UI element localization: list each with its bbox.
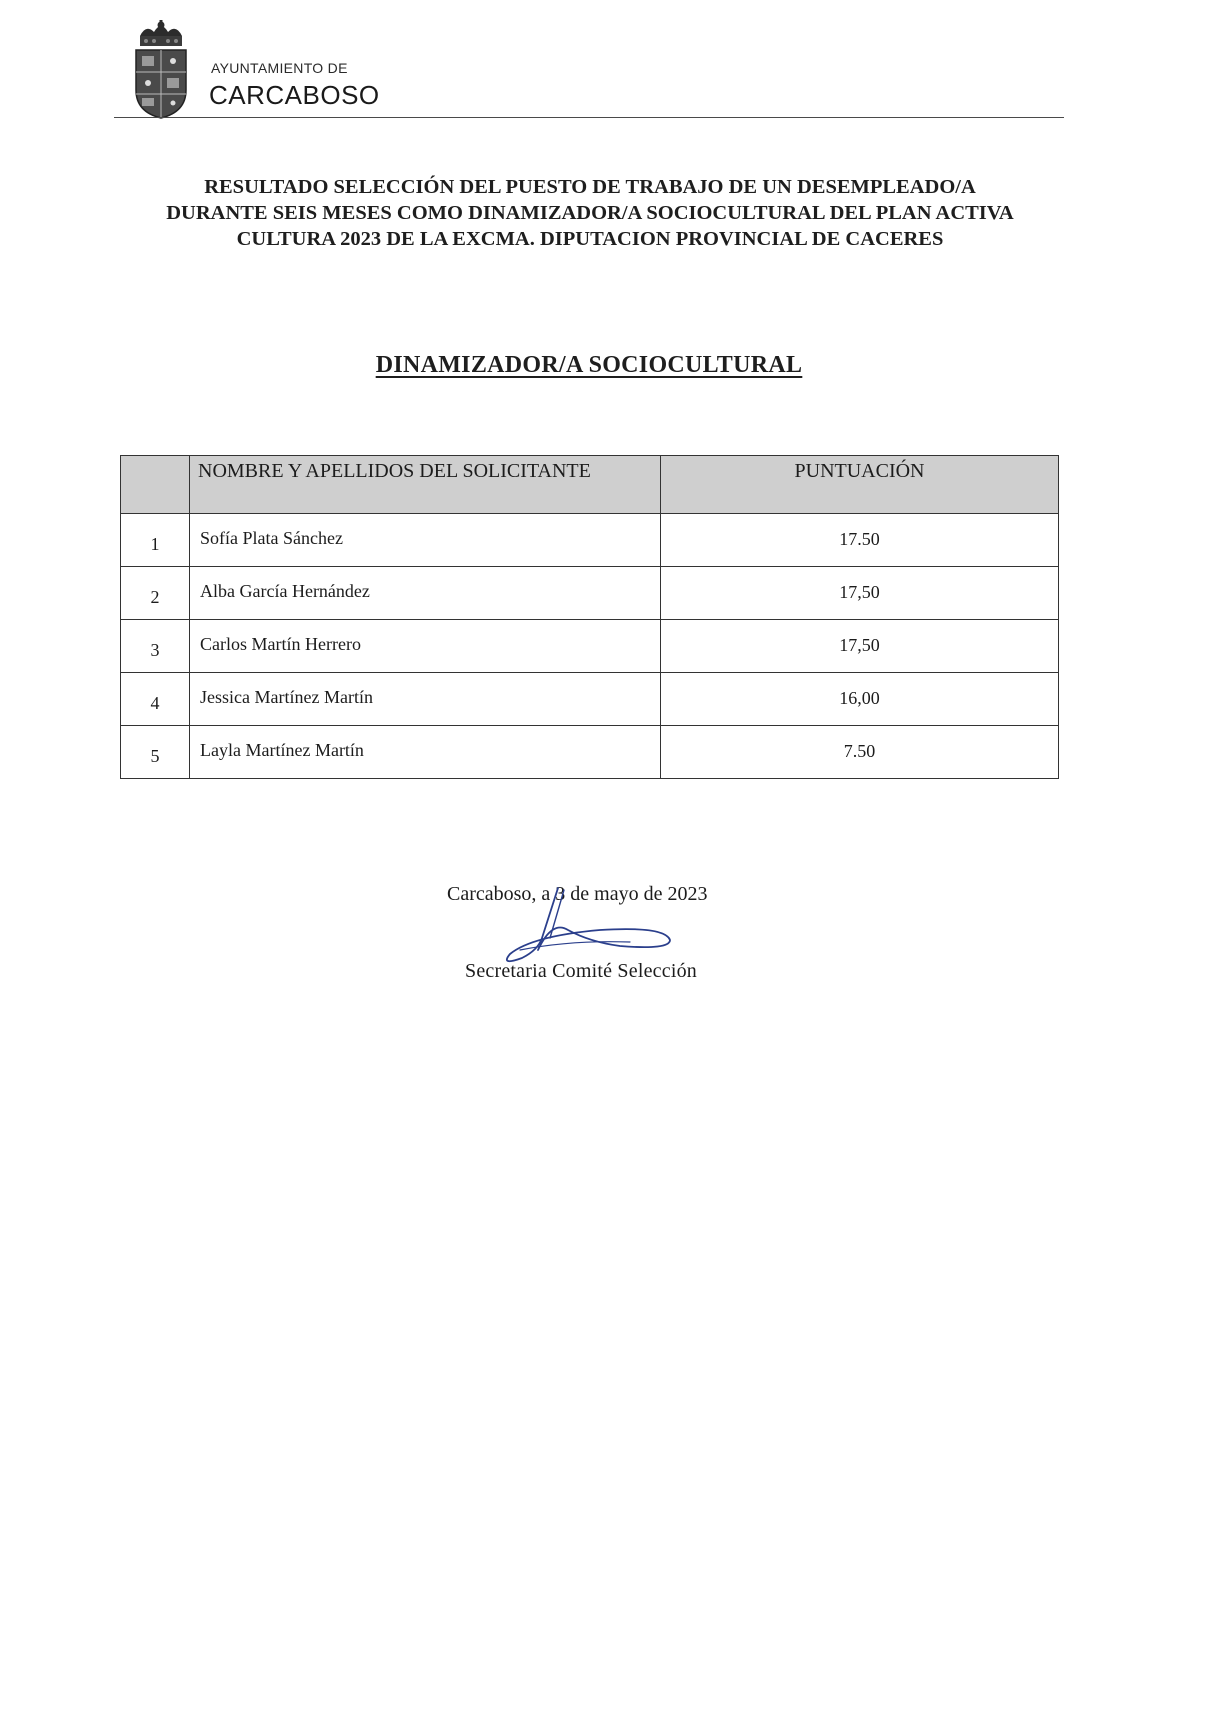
row-number: 2 <box>121 567 190 620</box>
table-row <box>121 567 1059 620</box>
row-number: 1 <box>121 514 190 567</box>
org-name-line2: CARCABOSO <box>209 80 380 110</box>
row-number: 3 <box>121 620 190 673</box>
table-row <box>121 673 1059 726</box>
coat-of-arms-crest-icon <box>132 20 190 120</box>
results-table <box>120 455 1059 779</box>
table-header-row <box>121 456 1059 514</box>
table-row <box>121 620 1059 673</box>
table-row <box>121 514 1059 567</box>
applicant-score: 17.50 <box>661 514 1059 567</box>
header-cell-score: PUNTUACIÓN <box>661 456 1059 514</box>
title-line-3: CULTURA 2023 DE LA EXCMA. DIPUTACION PROVINCIAL DE CACERES <box>236 228 944 250</box>
header-divider <box>114 117 1064 118</box>
applicant-score: 17,50 <box>661 567 1059 620</box>
applicant-name: Jessica Martínez Martín <box>190 673 661 726</box>
table-row <box>121 726 1059 779</box>
applicant-name: Layla Martínez Martín <box>190 726 661 779</box>
applicant-name: Sofía Plata Sánchez <box>190 514 661 567</box>
header-cell-num <box>121 456 190 514</box>
applicant-score: 17,50 <box>661 620 1059 673</box>
handwritten-signature <box>480 880 680 970</box>
document-title <box>100 174 1080 252</box>
row-number: 4 <box>121 673 190 726</box>
applicant-score: 16,00 <box>661 673 1059 726</box>
title-line-1: RESULTADO SELECCIÓN DEL PUESTO DE TRABAJO DE UN DESEMPLEADO/A <box>204 176 976 198</box>
section-subtitle: DINAMIZADOR/A SOCIOCULTURAL <box>375 352 803 378</box>
row-number: 5 <box>121 726 190 779</box>
title-line-2: DURANTE SEIS MESES COMO DINAMIZADOR/A SOCIOCULTURAL DEL PLAN ACTIVA <box>166 202 1014 224</box>
applicant-score: 7.50 <box>661 726 1059 779</box>
signer-title: Secretaria Comité Selección <box>465 960 697 982</box>
place-and-date: Carcaboso, a 3 de mayo de 2023 <box>447 883 708 905</box>
org-name-line1: AYUNTAMIENTO DE <box>211 60 348 76</box>
applicant-name: Carlos Martín Herrero <box>190 620 661 673</box>
header-cell-name: NOMBRE Y APELLIDOS DEL SOLICITANTE <box>190 456 661 514</box>
applicant-name: Alba García Hernández <box>190 567 661 620</box>
